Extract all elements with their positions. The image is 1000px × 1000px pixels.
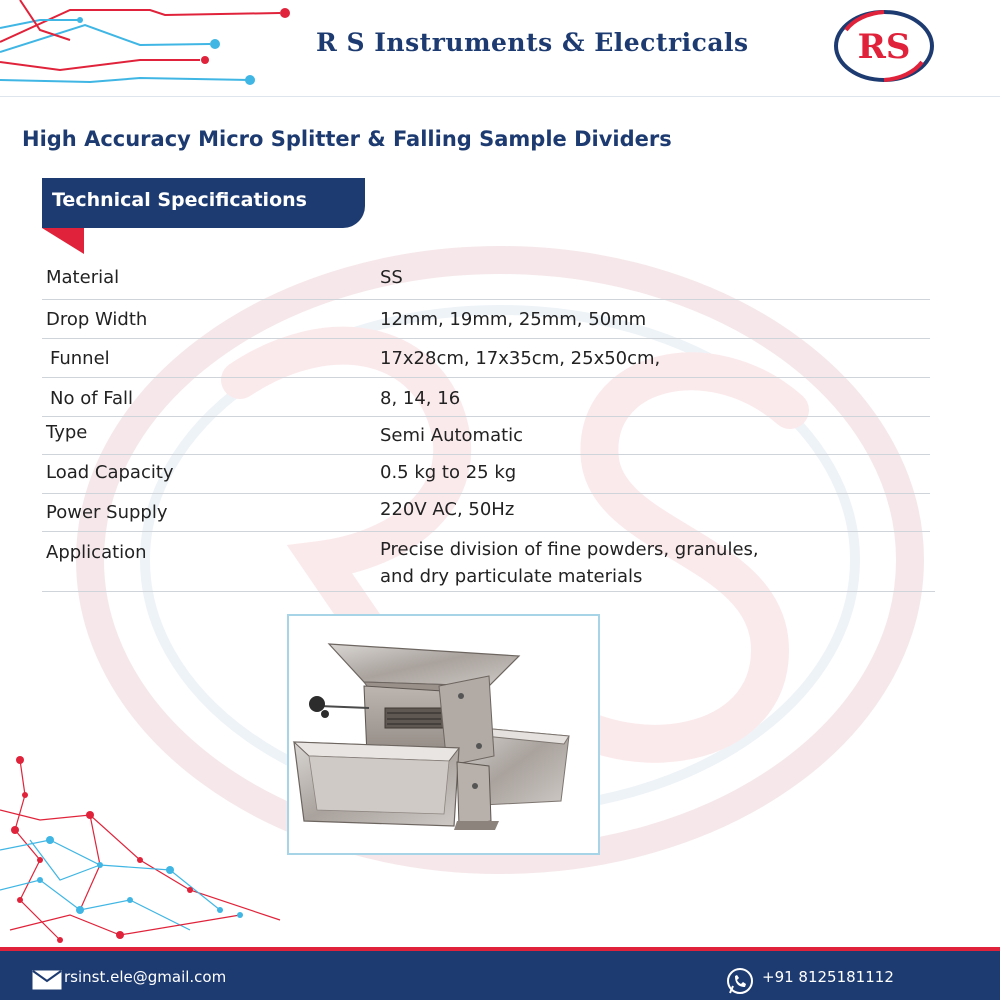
spec-row-type [42,416,930,455]
spec-label: Load Capacity [46,462,174,483]
page-title: High Accuracy Micro Splitter & Falling Sample Dividers [22,127,672,151]
spec-label: Material [46,267,120,288]
spec-label: Type [46,422,88,443]
spec-row-power-supply [42,493,930,532]
header-circuit-decoration [0,0,300,95]
envelope-icon [32,970,62,990]
spec-value: 17x28cm, 17x35cm, 25x50cm, [380,348,661,369]
whatsapp-phone-icon [725,966,755,996]
footer-accent-line [0,947,1000,951]
spec-value: 8, 14, 16 [380,388,461,409]
spec-label: Funnel [50,348,110,369]
network-decoration [0,740,300,945]
spec-row-load-capacity [42,454,930,494]
spec-value-line-2: and dry particulate materials [380,566,643,587]
header-divider [0,96,1000,97]
footer-phone[interactable]: +91 8125181112 [762,968,894,986]
spec-value: 0.5 kg to 25 kg [380,462,517,483]
spec-row-material [42,258,930,300]
footer-email[interactable]: rsinst.ele@gmail.com [64,968,227,986]
spec-value: Semi Automatic [380,425,524,446]
spec-label: No of Fall [50,388,134,409]
spec-label: Power Supply [46,502,168,523]
spec-label: Application [46,542,147,563]
specs-heading-fold [42,228,84,254]
spec-value: 220V AC, 50Hz [380,499,515,520]
spec-row-application [42,531,935,592]
company-name: R S Instruments & Electricals [316,28,749,57]
spec-label: Drop Width [46,309,148,330]
spec-row-no-of-fall [42,377,930,417]
sample-divider-illustration [289,616,598,853]
spec-value: 12mm, 19mm, 25mm, 50mm [380,309,647,330]
specs-heading: Technical Specifications [42,178,365,228]
spec-row-drop-width [42,299,930,339]
spec-row-funnel [42,338,930,378]
logo-text: RS [857,27,911,67]
spec-value: SS [380,267,403,288]
rs-logo [832,8,936,84]
product-image [287,614,600,855]
spec-value-line-1: Precise division of fine powders, granules, [380,539,759,560]
